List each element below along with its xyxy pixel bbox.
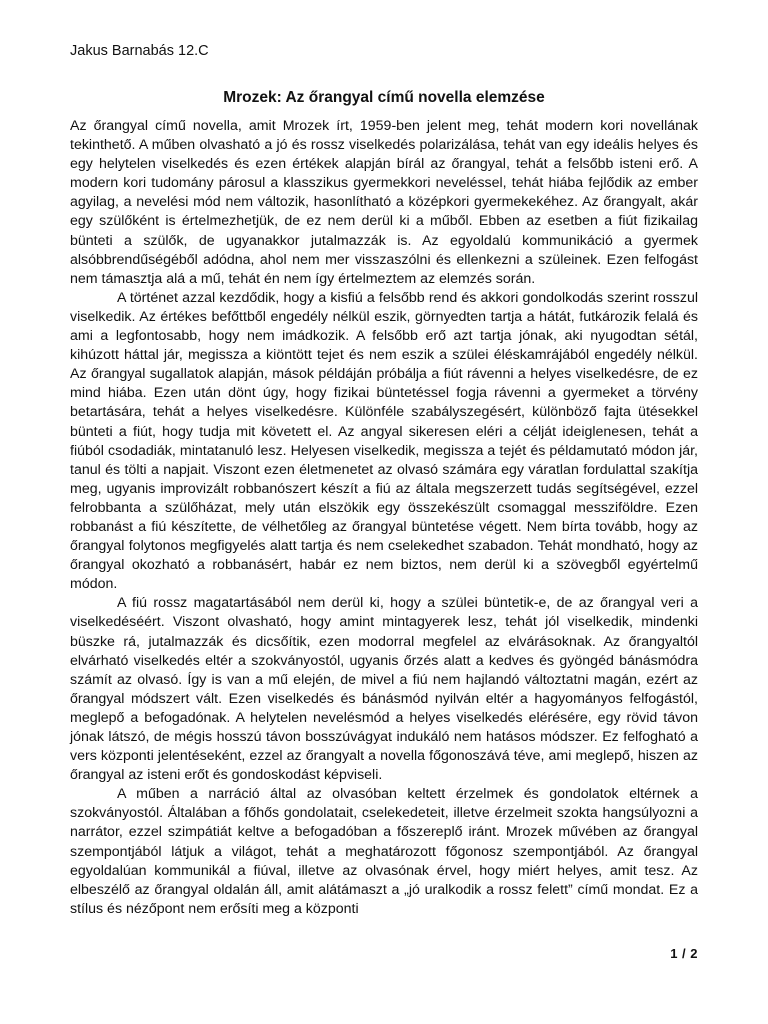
paragraph-3: A fiú rossz magatartásából nem derül ki, hogy a szülei büntetik-e, de az őrangyal veri a viselkedéséért. Viszont olvasható, hogy amint mintagyerek lesz, tehát jól viselkedik, mindenki büszke rá, jutalmazzák és dicsőítik, ezen modorral megfelel az elvárásoknak. Az őrangyaltól elvárható viselkedés eltér a szokványostól, ugyanis őrzés alatt a kedves és gyöngéd bánásmódra számít az olvasó. Így is van a mű elején, de mivel a fiú nem hajlandó változtatni magán, ezért az őrangyal módszert vált. Ezen viselkedés és bánásmód nyilván eltér a hagyományos felfogástól, meglepő a befogadónak. A helytelen nevelésmód a helyes viselkedés elérésére, egy rövid távon jónak látszó, de mégis hosszú távon bosszúvágyat indukáló nem hatásos módszer. Ez felfogható a vers központi jelentéseként, ezzel az őrangyalt a novella főgonoszává téve, ami meglepő, hiszen az őrangyal az isteni erőt és gondoskodást képviseli. xyxy=(70,595,698,784)
document-title: Mrozek: Az őrangyal című novella elemzése xyxy=(223,89,545,106)
page-number: 1 / 2 xyxy=(670,946,698,961)
paragraph-2: A történet azzal kezdődik, hogy a kisfiú a felsőbb rend és akkori gondolkodás szerint rosszul viselkedik. Az értékes befőttből engedély nélkül eszik, görnyedten tartja a hátát, futkározik felalá és ami a legfontosabb, hogy nem imádkozik. A felsőbb erő azt tartja jónak, aki nyugodtan sétál, kihúzott háttal jár, megissza a kiöntött tejet és nem eszik a szülei éléskamrájából engedély nélkül. Az őrangyal sugallatok alapján, mások példáján próbálja a fiút rávenni a helyes viselkedésre, de ez mind hiába. Ezen után dönt úgy, hogy fizikai büntetéssel fogja rávenni a gyermeket a törvény betartására, tehát a helyes viselkedésre. Különféle szabályszegésért, különböző fajta ütésekkel bünteti a fiút, hogy tudja mit követett el. Az angyal sikeresen eléri a célját ideiglenesen, tehát a fiúból csodadiák, mintatanuló lesz. Helyesen viselkedik, megissza a tejét és példamutató módon jár, tanul és tölti a napjait. Viszont ezen életmenetet az olvasó számára egy váratlan fordulattal szakítja meg, ugyanis improvizált robbanószert készít a fiú az általa megszerzett tudás segítségével, ezzel felrobbanta a szülőházat, mely után elszökik egy összekészült csomaggal messziföldre. Ezen robbanást a fiú készítette, de vélhetőleg az őrangyal büntetése végett. Nem bírta tovább, hogy az őrangyal folytonos megfigyelés alatt tartja és nem cselekedhet szabadon. Tehát mondható, hogy az őrangyal okozható a robbanásért, habár ez nem biztos, nem derül ki a szövegből egyértelmű módon. xyxy=(70,289,698,593)
paragraph-1: Az őrangyal című novella, amit Mrozek írt, 1959-ben jelent meg, tehát modern kori novellának tekinthető. A műben olvasható a jó és rossz viselkedés polarizálása, tehát van egy ideális helyes és egy helytelen viselkedés és ezen értékek alapján bírál az őrangyal, tehát a felsőbb isteni erő. A modern kori tudomány párosul a klasszikus gyermekkori neveléssel, tehát hiába fejlődik az ember agyilag, a nevelési mód nem változik, hasonlítható a középkori gyermekekéhez. Az őrangyalt, akár egy szülőként is értelmezhetjük, de ez nem derül ki a műből. Ebben az esetben a fiút fizikailag bünteti a szülők, de ugyanakkor jutalmazzák is. Az egyoldalú kommunikáció a gyermek alsóbbrendűségéből adódna, ahol nem mer visszaszólni és ellenkezni a szüleinek. Ezen felfogást nem támasztja alá a mű, tehát én nem így értelmeztem az elemzés során. xyxy=(70,118,698,287)
author-line: Jakus Barnabás 12.C xyxy=(70,43,209,59)
document-body xyxy=(70,117,698,919)
paragraph-4: A műben a narráció által az olvasóban keltett érzelmek és gondolatok eltérnek a szokványostól. Általában a főhős gondolatait, cselekedeteit, illetve érzelmeit szokta hangsúlyozni a narrátor, ezzel szimpátiát keltve a befogadóban a főszereplő iránt. Mrozek művében az őrangyal szempontjából látjuk a világot, tehát a meghatározott főgonosz szempontjából. Az őrangyal egyoldalúan kommunikál a fiúval, illetve az olvasónak érvel, hogy miért helyes, amit tesz. Az elbeszélő az őrangyal oldalán áll, amit alátámaszt a „jó uralkodik a rossz felett” című mondat. Ez a stílus és nézőpont nem erősíti meg a központi xyxy=(70,786,698,917)
